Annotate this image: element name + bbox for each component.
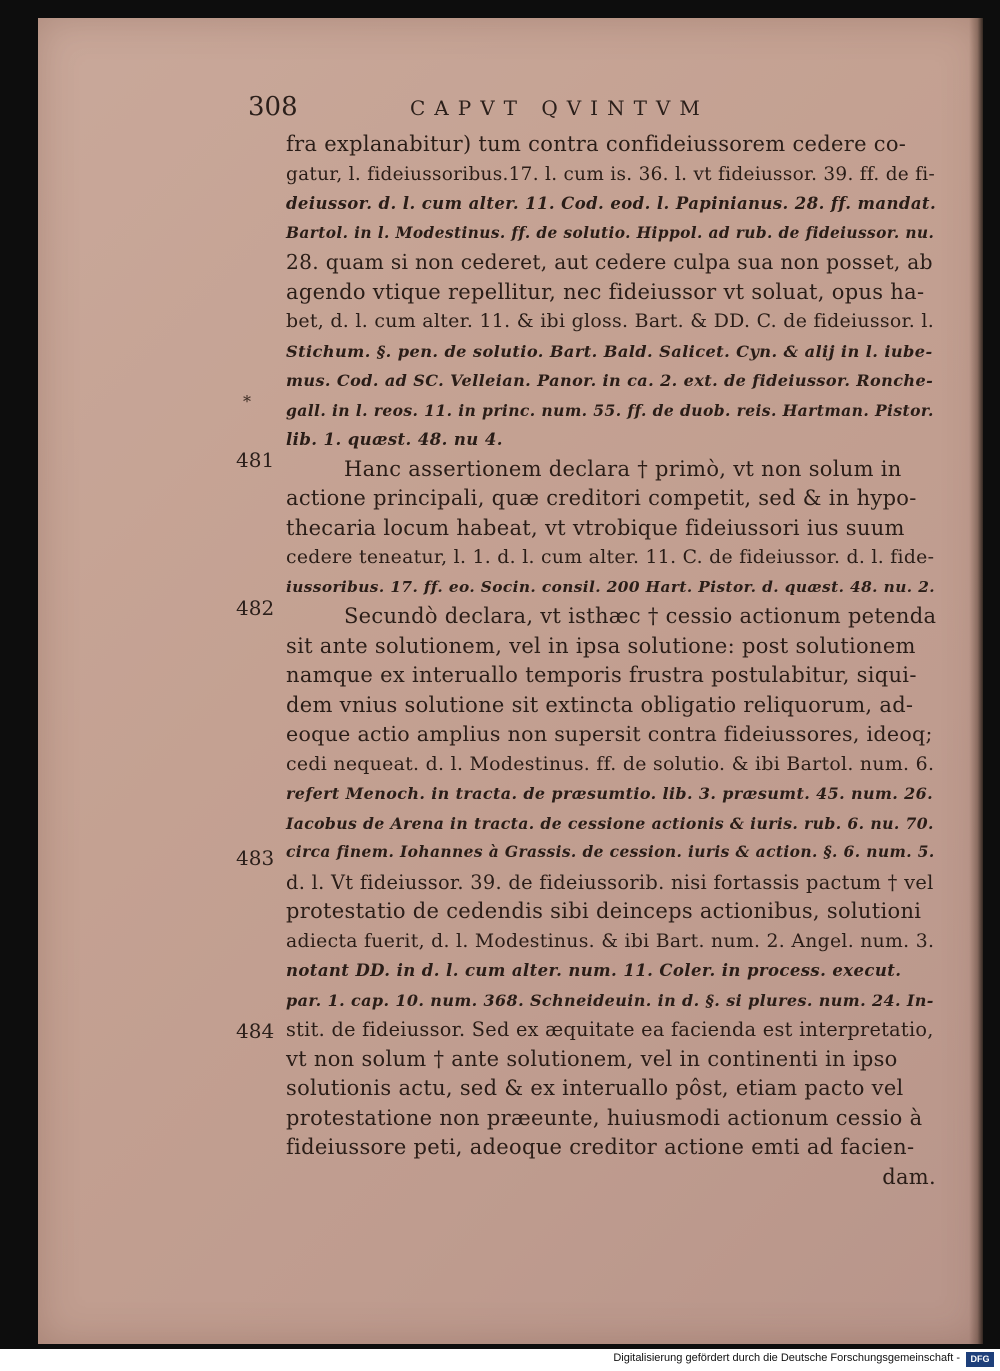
text-line: refert Menoch. in tracta. de præsumtio. lib. 3. præsumt. 45. num. 26. bbox=[286, 784, 934, 803]
text-line: eoque actio amplius non supersit contra fideiussores, ideoq; bbox=[286, 722, 933, 746]
text-line: notant DD. in d. l. cum alter. num. 11. Coler. in process. execut. bbox=[286, 961, 902, 980]
text-line: mus. Cod. ad SC. Velleian. Panor. in ca. 2. ext. de fideiussor. Ronche- bbox=[286, 371, 934, 390]
text-line: Bartol. in l. Modestinus. ff. de solutio. Hippol. ad rub. de fideiussor. nu. bbox=[286, 223, 935, 242]
footer-credit: Digitalisierung gefördert durch die Deutsche Forschungsgemeinschaft - bbox=[613, 1352, 960, 1364]
text-line: gatur, l. fideiussoribus.17. l. cum is. 36. l. vt fideiussor. 39. ff. de fi- bbox=[286, 163, 936, 185]
margin-number-483: 483 bbox=[236, 846, 275, 870]
margin-number-482: 482 bbox=[236, 596, 275, 620]
text-line: circa finem. Iohannes à Grassis. de cession. iuris & action. §. 6. num. 5. bbox=[286, 843, 935, 861]
text-line: sit ante solutionem, vel in ipsa solutione: post solutionem bbox=[286, 633, 916, 658]
text-line: adiecta fuerit, d. l. Modestinus. & ibi Bart. num. 2. Angel. num. 3. bbox=[286, 930, 935, 952]
text-line: deiussor. d. l. cum alter. 11. Cod. eod. l. Papinianus. 28. ff. mandat. bbox=[286, 194, 937, 213]
text-line: dem vnius solutione sit extincta obligatio reliquorum, ad- bbox=[286, 692, 914, 717]
text-line: d. l. Vt fideiussor. 39. de fideiussorib. nisi fortassis pactum † vel bbox=[286, 870, 934, 894]
text-line: par. 1. cap. 10. num. 368. Schneideuin. in d. §. si plures. num. 24. In- bbox=[286, 990, 934, 1010]
text-line: lib. 1. quæst. 48. nu 4. bbox=[286, 430, 503, 449]
text-line: dam. bbox=[882, 1164, 936, 1189]
text-line: gall. in l. reos. 11. in princ. num. 55. ff. de duob. reis. Hartman. Pistor. bbox=[286, 400, 934, 420]
text-line: agendo vtique repellitur, nec fideiussor vt soluat, opus ha- bbox=[286, 279, 925, 304]
text-line: cedi nequeat. d. l. Modestinus. ff. de solutio. & ibi Bartol. num. 6. bbox=[286, 752, 935, 775]
text-line: 28. quam si non cederet, aut cedere culpa sua non posset, ab bbox=[286, 250, 933, 274]
body-text bbox=[286, 130, 936, 1192]
text-line: fra explanabitur) tum contra confideiussorem cedere co- bbox=[286, 132, 907, 156]
text-line: solutionis actu, sed & ex interuallo pôst, etiam pacto vel bbox=[286, 1076, 904, 1100]
text-line: Hanc assertionem declara † primò, vt non solum in bbox=[344, 456, 902, 481]
text-line: stit. de fideiussor. Sed ex æquitate ea facienda est interpretatio, bbox=[286, 1018, 934, 1041]
text-line: Stichum. §. pen. de solutio. Bart. Bald. Salicet. Cyn. & alij in l. iube- bbox=[286, 341, 933, 361]
text-line: iussoribus. 17. ff. eo. Socin. consil. 200 Hart. Pistor. d. quæst. 48. nu. 2. bbox=[286, 577, 936, 596]
page-number: 308 bbox=[248, 92, 298, 122]
running-head bbox=[248, 92, 808, 122]
text-line: actione principali, quæ creditori competit, sed & in hypo- bbox=[286, 486, 917, 510]
text-line: bet, d. l. cum alter. 11. & ibi gloss. Bart. & DD. C. de fideiussor. l. bbox=[286, 310, 935, 332]
text-line: cedere teneatur, l. 1. d. l. cum alter. 11. C. de fideiussor. d. l. fide- bbox=[286, 547, 935, 568]
margin-asterisk: * bbox=[243, 392, 251, 411]
text-line: vt non solum † ante solutionem, vel in continenti in ipso bbox=[286, 1046, 898, 1071]
text-line: protestatio de cedendis sibi deinceps actionibus, solutioni bbox=[286, 899, 922, 923]
text-line: Secundò declara, vt isthæc † cessio actionum petenda bbox=[344, 604, 937, 628]
text-line: thecaria locum habeat, vt vtrobique fideiussori ius suum bbox=[286, 515, 905, 540]
dfg-logo: DFG bbox=[966, 1352, 994, 1367]
text-line: protestatione non præeunte, huiusmodi actionum cessio à bbox=[286, 1105, 923, 1130]
chapter-title: CAPVT QVINTVM bbox=[410, 96, 709, 120]
margin-number-484: 484 bbox=[236, 1019, 275, 1043]
text-line: Iacobus de Arena in tracta. de cessione actionis & iuris. rub. 6. nu. 70. bbox=[286, 813, 934, 833]
margin-number-481: 481 bbox=[236, 448, 275, 472]
text-line: namque ex interuallo temporis frustra postulabitur, siqui- bbox=[286, 663, 917, 687]
page-edge-shadow bbox=[969, 18, 983, 1344]
footer-bar bbox=[0, 1349, 1000, 1371]
text-line: fideiussore peti, adeoque creditor actione emti ad facien- bbox=[286, 1135, 915, 1159]
